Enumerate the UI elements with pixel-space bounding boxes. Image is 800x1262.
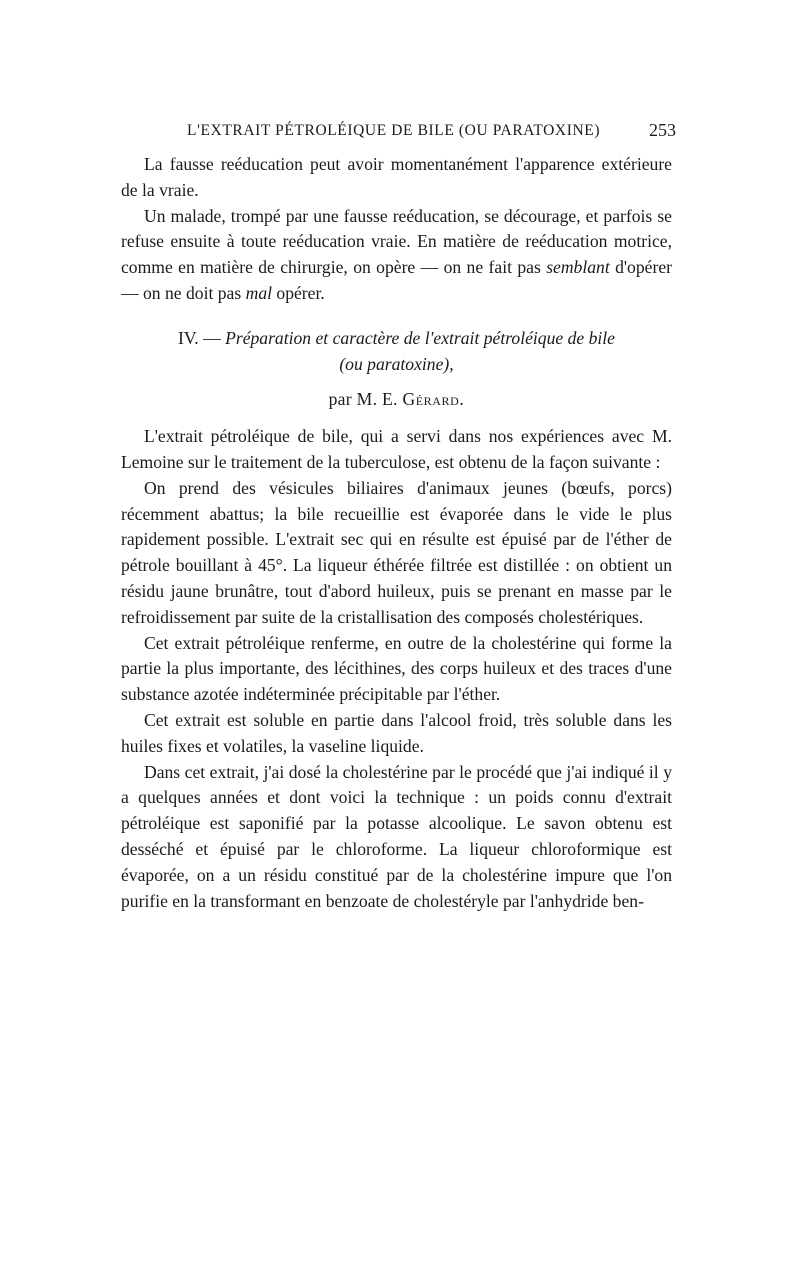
paragraph-malade	[121, 204, 672, 307]
emphasis-semblant: semblant	[546, 257, 610, 278]
section-title-line2: (ou paratoxine),	[339, 353, 454, 374]
section-heading	[121, 326, 672, 378]
paragraph-malade-part3: opérer.	[272, 282, 325, 303]
paragraph-dosage: Dans cet extrait, j'ai dosé la cholestérine par le procédé que j'ai indiqué il y a quelques années et dont voici la technique : un poids connu d'extrait pétroléique est saponifié par la potasse alcoolique. Le savon obtenu est desséché et épuisé par le chloroforme. La liqueur chloroformique est évaporée, on a un résidu constitué par de la cholestérine impure que l'on purifie en la transformant en benzoate de cholestéryle par l'anhydride ben-	[121, 761, 672, 911]
paragraph-malade-part1: Un malade, trompé par une fausse reéducation, se décourage, et parfois se refuse ensuite à toute reéducation vraie. En matière de reéducation motrice, comme en matière de chirurgie, on opère — on ne fait pas	[121, 205, 672, 278]
running-title: L'EXTRAIT PÉTROLÉIQUE DE BILE (OU PARATOXINE)	[187, 122, 601, 139]
paragraph-malade-part2: d'opérer — on ne doit pas	[121, 257, 672, 303]
paragraph-solubilite: Cet extrait est soluble en partie dans l'alcool froid, très soluble dans les huiles fixes et volatiles, la vaseline liquide.	[121, 709, 672, 756]
paragraph-extrait-intro: L'extrait pétroléique de bile, qui a servi dans nos expériences avec M. Lemoine sur le traitement de la tuberculose, est obtenu de la façon suivante :	[121, 426, 672, 472]
running-head	[121, 118, 676, 152]
paragraph-composition: Cet extrait pétroléique renferme, en outre de la cholestérine qui forme la partie la plus importante, des lécithines, des corps huileux et des traces d'une substance azotée indéterminée précipitable par l'éther.	[121, 632, 672, 705]
emphasis-mal: mal	[245, 282, 272, 303]
section-title-line1: Préparation et caractère de l'extrait pétroléique de bile	[225, 327, 615, 348]
author-name: Gérard.	[402, 389, 465, 410]
book-page	[121, 118, 676, 914]
section-numeral: IV.	[178, 327, 199, 348]
section-dash: —	[198, 327, 226, 348]
paragraph-fausse-reeducation: La fausse reéducation peut avoir momentanément l'apparence extérieure de la vraie.	[121, 154, 672, 200]
author-line	[121, 387, 672, 413]
paragraph-preparation: On prend des vésicules biliaires d'animaux jeunes (bœufs, porcs) récemment abattus; la bile recueillie est évaporée dans le vide le plus rapidement possible. L'extrait sec qui en résulte est épuisé par de l'éther de pétrole bouillant à 45°. La liqueur éthérée filtrée est distillée : on obtient un résidu jaune brunâtre, tout d'abord huileux, puis se prenant en masse par le refroidissement par suite de la cristallisation des composés cholestériques.	[121, 477, 672, 627]
author-prefix: par M. E.	[328, 389, 403, 410]
page-number: 253	[649, 120, 676, 140]
